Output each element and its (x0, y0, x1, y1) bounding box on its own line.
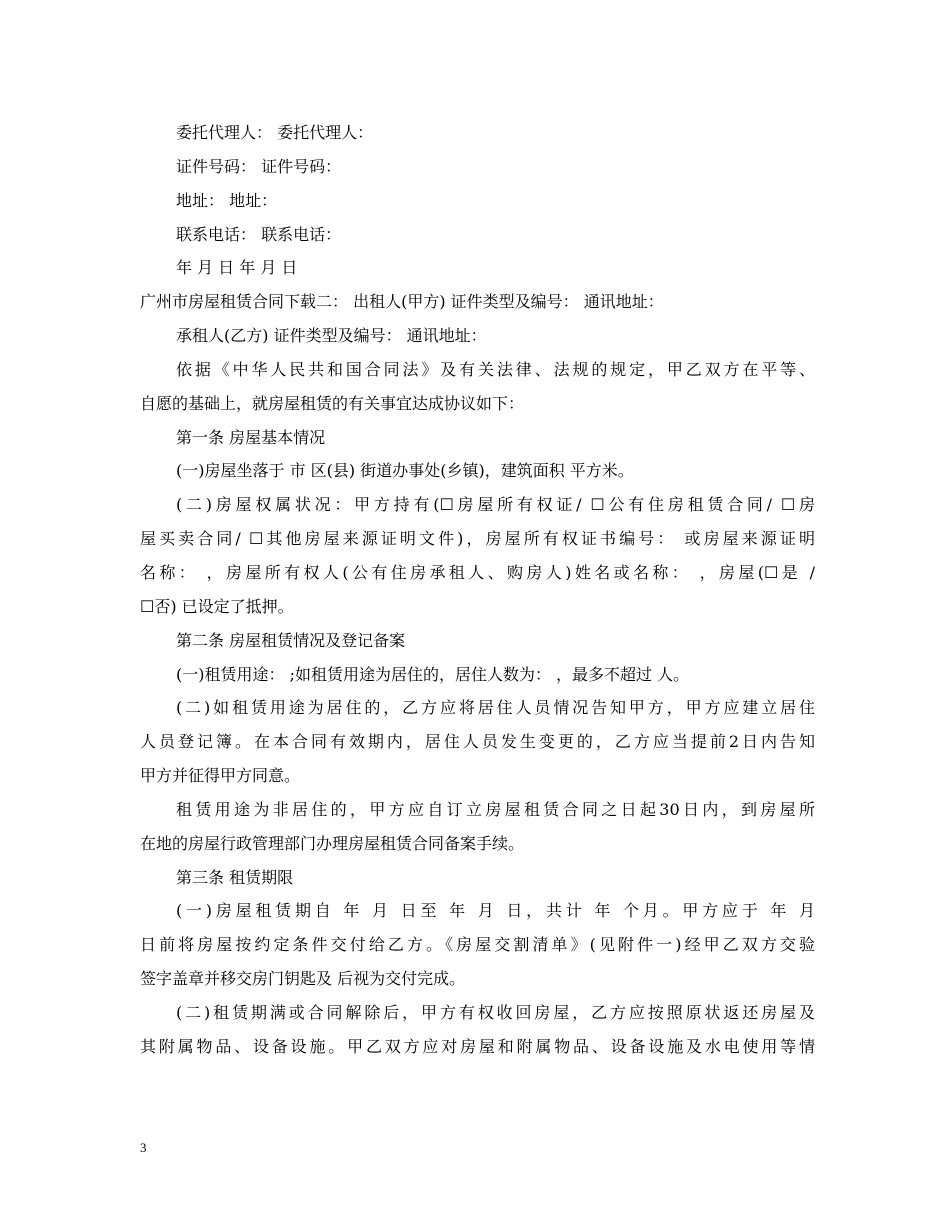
id-number-line: 证件号码： 证件号码： (176, 156, 342, 176)
date-line: 年 月 日 年 月 日 (176, 258, 298, 278)
article-2-clause-2-line-2: 人员登记簿。在本合同有效期内，居住人员发生变更的，乙方应当提前2日内告知 (140, 732, 815, 752)
preamble-line-1: 依据《中华人民共和国合同法》及有关法律、法规的规定，甲乙双方在平等、 (176, 359, 815, 379)
article-3-clause-1-line-3: 签字盖章并移交房门钥匙及 后视为交付完成。 (140, 969, 466, 989)
article-2-clause-2-line-3: 甲方并征得甲方同意。 (140, 766, 301, 786)
article-3-clause-1-line-2: 日前将房屋按约定条件交付给乙方。《房屋交割清单》(见附件一)经甲乙双方交验 (140, 935, 815, 955)
contract-body (140, 116, 815, 1064)
article-1-clause-2-line-1: (二)房屋权属状况：甲方持有(☐房屋所有权证/ ☐公有住房租赁合同/ ☐房 (176, 495, 815, 515)
article-3-clause-2-line-1: (二)租赁期满或合同解除后，甲方有权收回房屋，乙方应按照原状返还房屋及 (176, 1002, 815, 1022)
article-1-heading: 第一条 房屋基本情况 (176, 427, 326, 447)
non-residential-line-1: 租赁用途为非居住的，甲方应自订立房屋租赁合同之日起30日内，到房屋所 (176, 799, 815, 819)
article-3-heading: 第三条 租赁期限 (176, 867, 294, 887)
article-1-clause-1: (一)房屋坐落于 市 区(县) 街道办事处(乡镇)，建筑面积 平方米。 (176, 461, 634, 481)
lessee-line: 承租人(乙方) 证件类型及编号： 通讯地址： (176, 326, 487, 346)
article-2-heading: 第二条 房屋租赁情况及登记备案 (176, 630, 406, 650)
article-1-clause-2-line-3: 名称： ，房屋所有权人(公有住房承租人、购房人)姓名或名称： ，房屋(☐是 / (140, 562, 815, 582)
page-number: 3 (140, 1140, 147, 1155)
article-3-clause-1-line-1: (一)房屋租赁期自 年 月 日至 年 月 日，共计 年 个月。甲方应于 年 月 (176, 901, 815, 921)
article-1-clause-2-line-2: 屋买卖合同/ ☐其他房屋来源证明文件)，房屋所有权证书编号： 或房屋来源证明 (140, 529, 815, 549)
non-residential-line-2: 在地的房屋行政管理部门办理房屋租赁合同备案手续。 (140, 833, 525, 853)
article-2-clause-2-line-1: (二)如租赁用途为居住的，乙方应将居住人员情况告知甲方，甲方应建立居住 (176, 698, 815, 718)
address-line: 地址： 地址： (176, 190, 278, 210)
article-1-clause-2-line-4: ☐否) 已设定了抵押。 (140, 596, 294, 616)
article-3-clause-2-line-2: 其附属物品、设备设施。甲乙双方应对房屋和附属物品、设备设施及水电使用等情 (140, 1036, 815, 1056)
contract-title-line: 广州市房屋租赁合同下载二： 出租人(甲方) 证件类型及编号： 通讯地址： (140, 292, 664, 312)
agent-line: 委托代理人： 委托代理人： (176, 123, 374, 142)
phone-line: 联系电话： 联系电话： (176, 224, 342, 244)
article-2-clause-1: (一)租赁用途： ;如租赁用途为居住的，居住人数为： ，最多不超过 人。 (176, 664, 690, 684)
preamble-line-2: 自愿的基础上，就房屋租赁的有关事宜达成协议如下： (140, 393, 525, 413)
